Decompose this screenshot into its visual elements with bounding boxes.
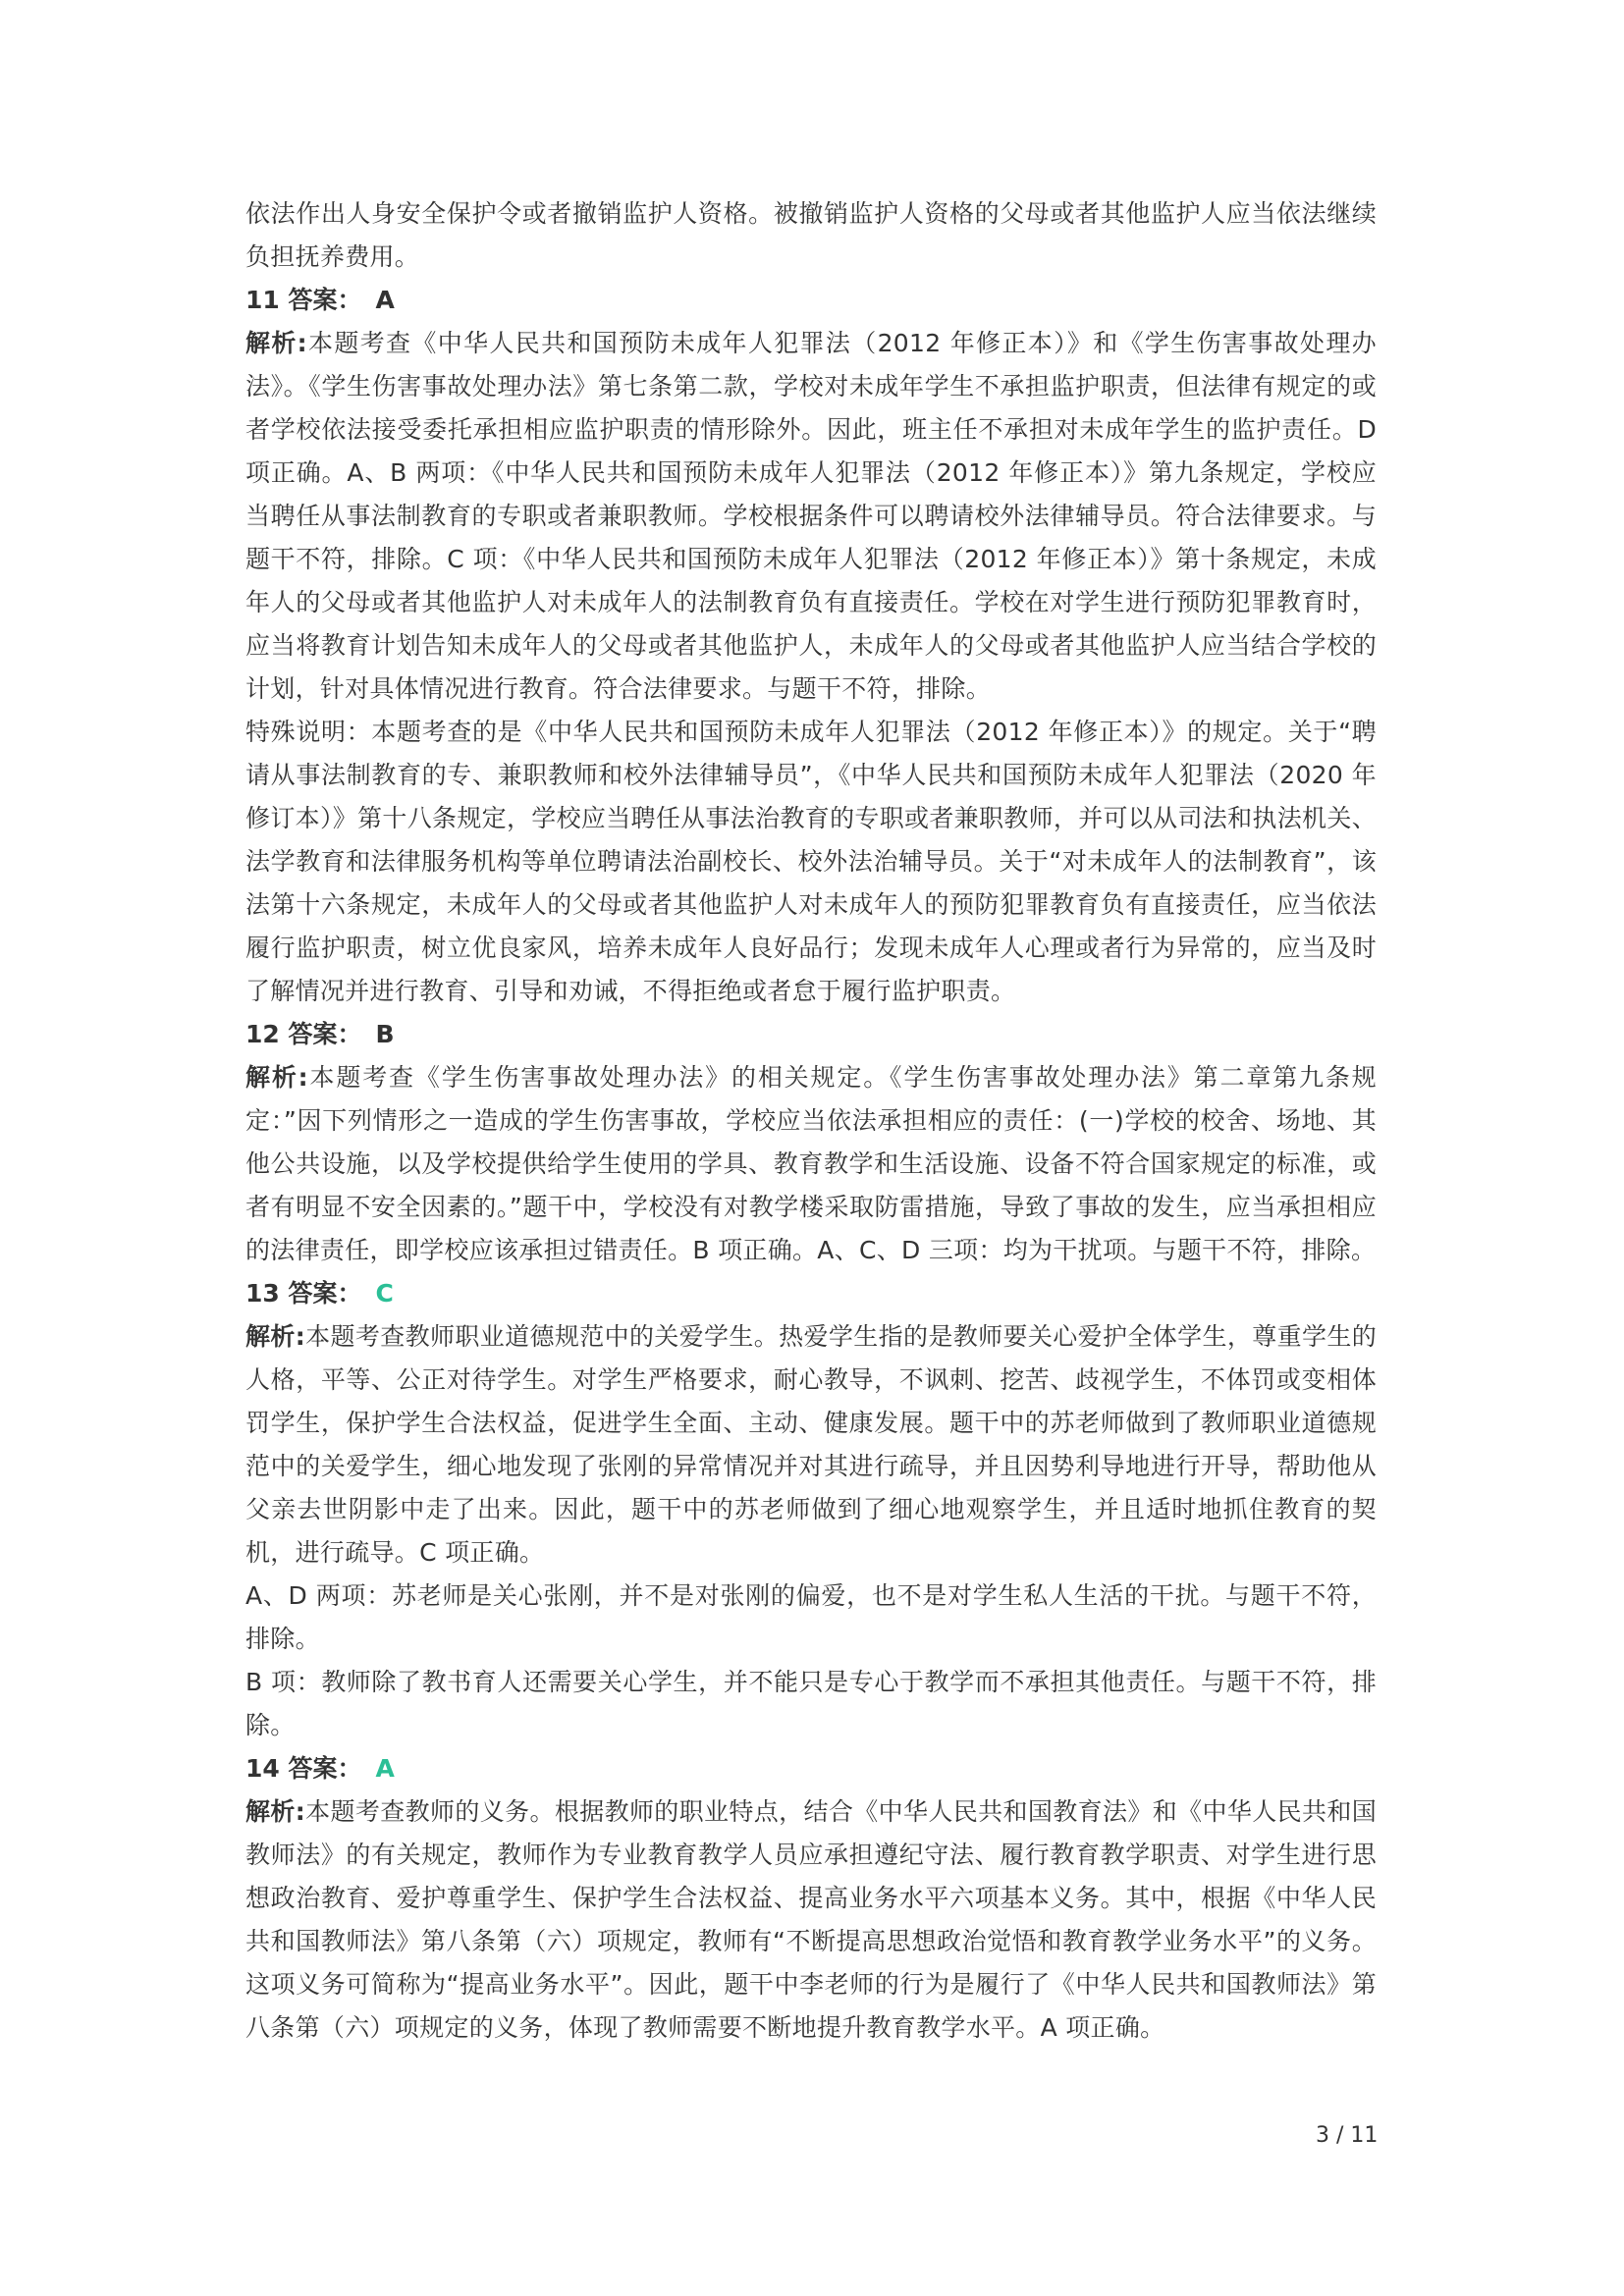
question-13-ad-note: A、D 两项：苏老师是关心张刚，并不是对张刚的偏爱，也不是对学生私人生活的干扰。与题干不符，排除。 — [245, 1581, 1377, 1653]
analysis-text: 本题考查《学生伤害事故处理办法》的相关规定。《学生伤害事故处理办法》第二章第九条规定：”因下列情形之一造成的学生伤害事故，学校应当依法承担相应的责任：(一)学校的校舍、场地、其他公共设施，以及学校提供给学生使用的学具、教育教学和生活设施、设备不符合国家规定的标准，或者有明显不安全因素的。”题干中，学校没有对教学楼采取防雷措施，导致了事故的发生，应当承担相应的法律责任，即学校应该承担过错责任。B 项正确。A、C、D 三项：均为干扰项。与题干不符，排除。 — [245, 1063, 1377, 1264]
question-12-answer — [245, 1013, 1377, 1056]
intro-paragraph: 依法作出人身安全保护令或者撤销监护人资格。被撤销监护人资格的父母或者其他监护人应当依法继续负担抚养费用。 — [245, 199, 1377, 271]
analysis-text: 本题考查《中华人民共和国预防未成年人犯罪法（2012 年修正本）》和《学生伤害事故处理办法》。《学生伤害事故处理办法》第七条第二款，学校对未成年学生不承担监护职责，但法律有规定的或者学校依法接受委托承担相应监护职责的情形除外。因此，班主任不承担对未成年学生的监护责任。D 项正确。A、B 两项：《中华人民共和国预防未成年人犯罪法（2012 年修正本）》第九条规定，学校应当聘任从事法制教育的专职或者兼职教师。学校根据条件可以聘请校外法律辅导员。符合法律要求。与题干不符，排除。C 项：《中华人民共和国预防未成年人犯罪法（2012 年修正本）》第十条规定，未成年人的父母或者其他监护人对未成年人的法制教育负有直接责任。学校在对学生进行预防犯罪教育时，应当将教育计划告知未成年人的父母或者其他监护人，未成年人的父母或者其他监护人应当结合学校的计划，针对具体情况进行教育。符合法律要求。与题干不符，排除。 — [245, 329, 1377, 703]
answer-label: 13 答案： — [245, 1279, 362, 1308]
answer-letter: C — [375, 1279, 394, 1308]
analysis-label: 解析: — [245, 1797, 306, 1826]
question-12-block — [245, 1013, 1377, 1272]
question-11-block — [245, 279, 1377, 1013]
answer-letter: B — [375, 1020, 395, 1048]
analysis-label: 解析: — [245, 1063, 308, 1092]
analysis-text: 本题考查教师职业道德规范中的关爱学生。热爱学生指的是教师要关心爱护全体学生，尊重学生的人格，平等、公正对待学生。对学生严格要求，耐心教导，不讽刺、挖苦、歧视学生，不体罚或变相体罚学生，保护学生合法权益，促进学生全面、主动、健康发展。题干中的苏老师做到了教师职业道德规范中的关爱学生，细心地发现了张刚的异常情况并对其进行疏导，并且因势利导地进行开导，帮助他从父亲去世阴影中走了出来。因此，题干中的苏老师做到了细心地观察学生，并且适时地抓住教育的契机，进行疏导。C 项正确。 — [245, 1322, 1377, 1567]
question-13-analysis — [245, 1315, 1377, 1575]
answer-letter: A — [375, 1754, 395, 1783]
question-12-analysis — [245, 1056, 1377, 1272]
question-14-answer — [245, 1747, 1377, 1790]
answer-label: 12 答案： — [245, 1020, 362, 1048]
document-body — [245, 192, 1377, 2050]
analysis-label: 解析: — [245, 1322, 306, 1351]
question-13-block — [245, 1272, 1377, 1747]
question-14-block — [245, 1747, 1377, 2050]
question-11-answer — [245, 279, 1377, 322]
question-13-answer — [245, 1272, 1377, 1315]
question-14-analysis — [245, 1790, 1377, 2050]
page-number: 3 / 11 — [1316, 2123, 1379, 2148]
analysis-text: 本题考查教师的义务。根据教师的职业特点，结合《中华人民共和国教育法》和《中华人民共和国教师法》的有关规定，教师作为专业教育教学人员应承担遵纪守法、履行教育教学职责、对学生进行思想政治教育、爱护尊重学生、保护学生合法权益、提高业务水平六项基本义务。其中，根据《中华人民共和国教师法》第八条第（六）项规定，教师有“不断提高思想政治觉悟和教育教学业务水平”的义务。这项义务可简称为“提高业务水平”。因此，题干中李老师的行为是履行了《中华人民共和国教师法》第八条第（六）项规定的义务，体现了教师需要不断地提升教育教学水平。A 项正确。 — [245, 1797, 1377, 2042]
answer-letter: A — [375, 286, 395, 314]
analysis-label: 解析: — [245, 329, 307, 357]
answer-label: 11 答案： — [245, 286, 362, 314]
question-11-special-note: 特殊说明：本题考查的是《中华人民共和国预防未成年人犯罪法（2012 年修正本）》的规定。关于“聘请从事法制教育的专、兼职教师和校外法律辅导员”，《中华人民共和国预防未成年人犯罪法（2020 年修订本）》第十八条规定，学校应当聘任从事法治教育的专职或者兼职教师，并可以从司法和执法机关、法学教育和法律服务机构等单位聘请法治副校长、校外法治辅导员。关于“对未成年人的法制教育”，该法第十六条规定，未成年人的父母或者其他监护人对未成年人的预防犯罪教育负有直接责任，应当依法履行监护职责，树立优良家风，培养未成年人良好品行；发现未成年人心理或者行为异常的，应当及时了解情况并进行教育、引导和劝诫，不得拒绝或者怠于履行监护职责。 — [245, 718, 1377, 1005]
question-13-b-note: B 项：教师除了教书育人还需要关心学生，并不能只是专心于教学而不承担其他责任。与题干不符，排除。 — [245, 1668, 1377, 1739]
question-11-analysis — [245, 322, 1377, 711]
answer-label: 14 答案： — [245, 1754, 362, 1783]
